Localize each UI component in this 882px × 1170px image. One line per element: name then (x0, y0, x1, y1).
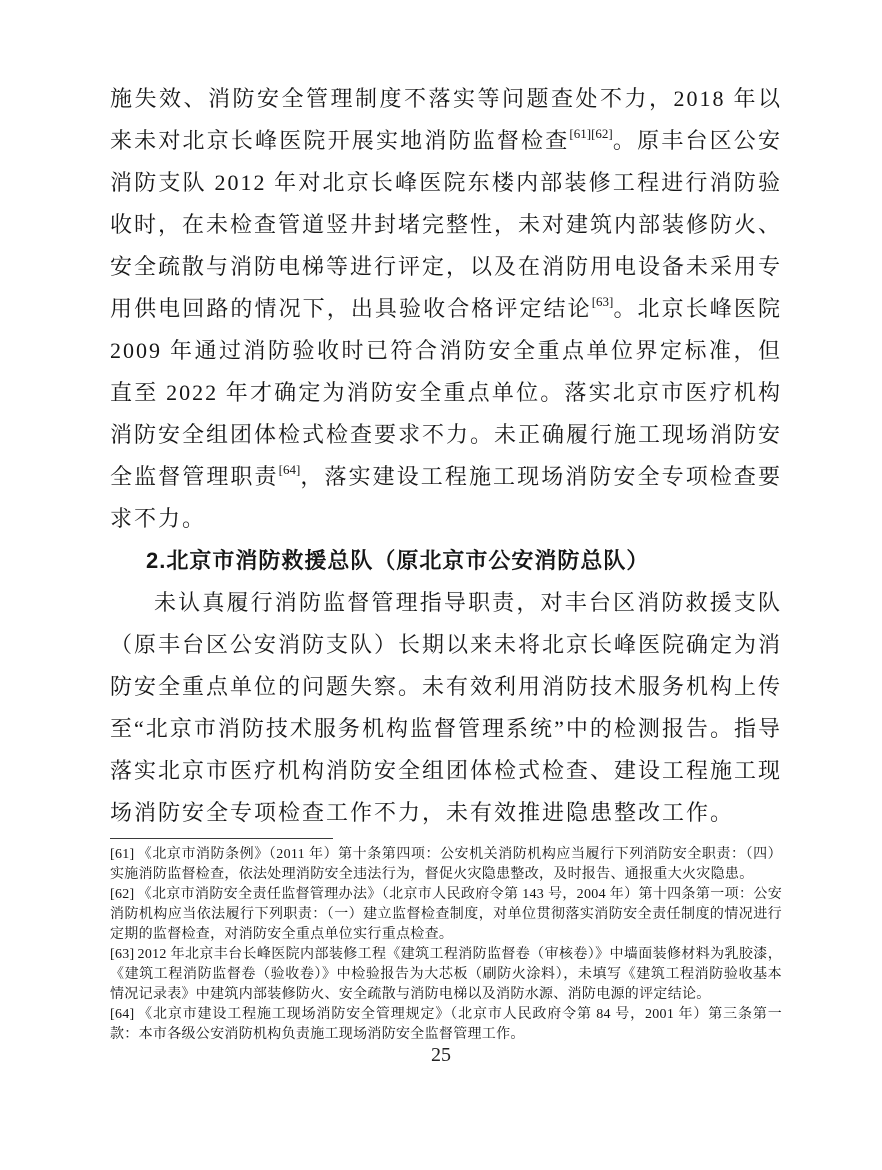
footnote-text: 2012 年北京丰台长峰医院内部装修工程《建筑工程消防监督卷（审核卷）》中墙面装修材料为乳胶漆，《建筑工程消防监督卷（验收卷）》中检验报告为大芯板（刷防火涂料），未填写《建筑工程消防验收基本情况记录表》中建筑内部装修防火、安全疏散与消防电梯以及消防水源、消防电源的评定结论。 (110, 947, 782, 1002)
footnote-item (110, 1005, 782, 1045)
footnote-marker: [61] (110, 847, 135, 862)
footnote-marker: [63] (110, 947, 135, 962)
footnotes-section (110, 838, 782, 1045)
text-run: 施失效、消防安全管理制度不落实等问题查处不力，2018 年以来未对北京长峰医院开展实地消防监督检查 (110, 86, 782, 153)
text-run: 。北京长峰医院 2009 年通过消防验收时已符合消防安全重点单位界定标准，但直至 2022 年才确定为消防安全重点单位。落实北京市医疗机构消防安全组团体检式检查要求不力。未正确履行施工现场消防安全监督管理职责 (110, 296, 783, 489)
footnote-ref: [64] (278, 461, 301, 477)
page-body-text (110, 78, 782, 834)
footnote-text: 《北京市消防条例》（2011 年）第十条第四项：公安机关消防机构应当履行下列消防安全职责：（四）实施消防监督检查，依法处理消防安全违法行为，督促火灾隐患整改，及时报告、通报重大火灾隐患。 (110, 847, 782, 882)
footnote-marker: [62] (110, 887, 135, 902)
footnote-text: 《北京市消防安全责任监督管理办法》（北京市人民政府令第 143 号，2004 年）第十四条第一项：公安消防机构应当依法履行下列职责：（一）建立监督检查制度，对单位贯彻落实消防安全责任制度的情况进行定期的监督检查，对消防安全重点单位实行重点检查。 (110, 887, 782, 942)
footnote-ref: [63] (591, 293, 614, 309)
footnote-item (110, 885, 782, 945)
section-heading: 2.北京市消防救援总队（原北京市公安消防总队） (146, 548, 650, 573)
footnote-text: 《北京市建设工程施工现场消防安全管理规定》（北京市人民政府令第 84 号，2001 年）第三条第一款：本市各级公安消防机构负责施工现场消防安全监督管理工作。 (110, 1007, 782, 1042)
footnote-item (110, 845, 782, 885)
footnote-separator (110, 838, 333, 839)
text-run: ，落实建设工程施工现场消防安全专项检查要求不力。 (110, 464, 782, 531)
footnote-list (110, 845, 782, 1045)
text-run: 。原丰台区公安消防支队 2012 年对北京长峰医院东楼内部装修工程进行消防验收时，在未检查管道竖井封堵完整性，未对建筑内部装修防火、安全疏散与消防电梯等进行评定，以及在消防用电设备未采用专用供电回路的情况下，出具验收合格评定结论 (110, 128, 783, 321)
footnote-marker: [64] (110, 1007, 135, 1022)
footnote-item (110, 945, 782, 1005)
paragraph-section2: 未认真履行消防监督管理指导职责，对丰台区消防救援支队（原丰台区公安消防支队）长期以来未将北京长峰医院确定为消防安全重点单位的问题失察。未有效利用消防技术服务机构上传至“北京市消防技术服务机构监督管理系统”中的检测报告。指导落实北京市医疗机构消防安全组团体检式检查、建设工程施工现场消防安全专项检查工作不力，未有效推进隐患整改工作。 (110, 590, 783, 825)
footnote-ref: [61][62] (569, 125, 613, 141)
page-number: 25 (431, 1044, 451, 1066)
paragraph-continuation (110, 78, 782, 540)
